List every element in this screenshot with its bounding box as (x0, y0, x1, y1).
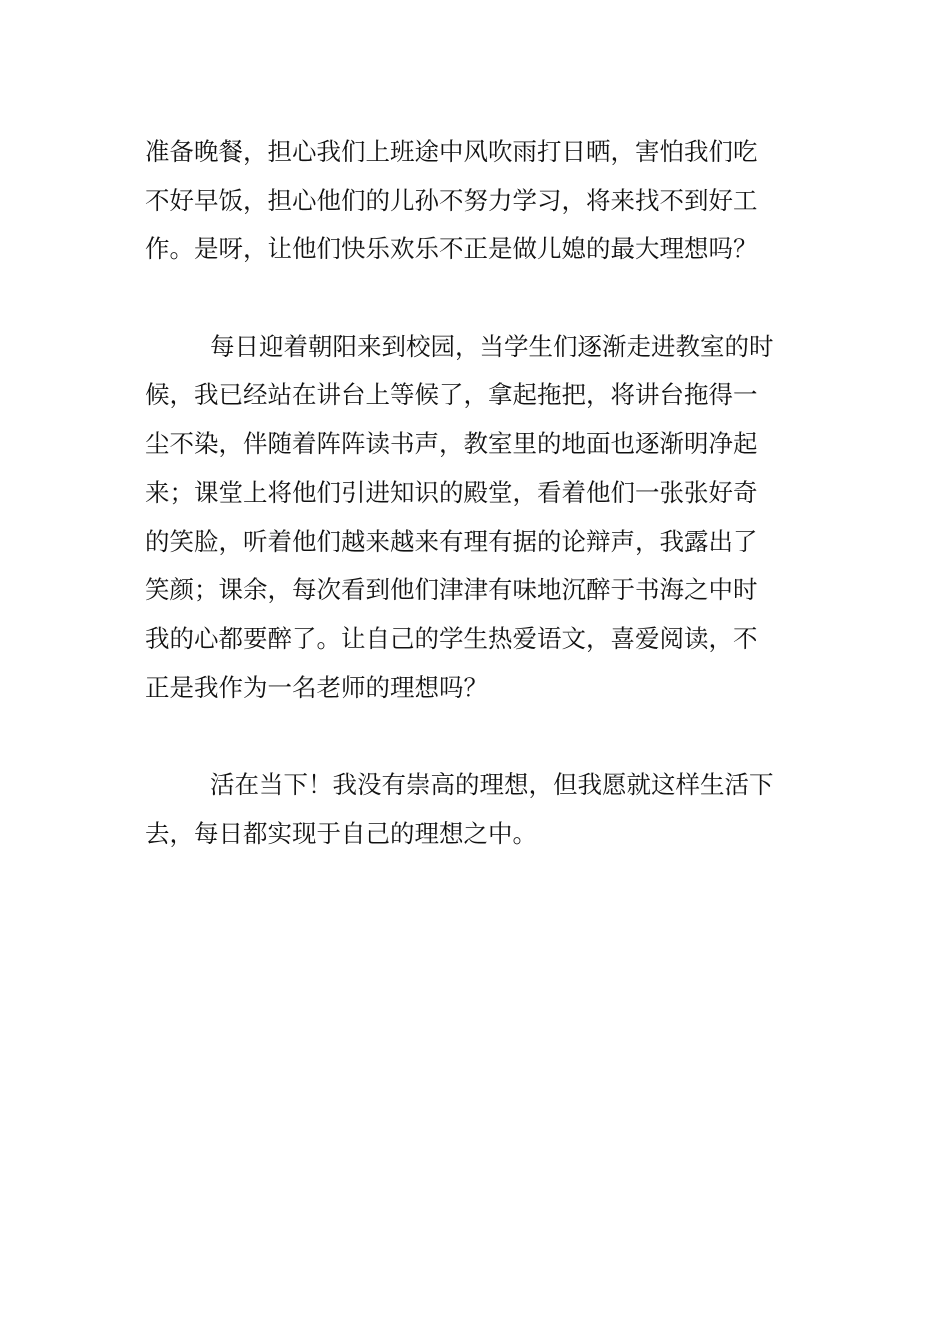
paragraph-spacer (145, 712, 807, 761)
paragraph-school (145, 323, 807, 713)
paragraph-spacer (145, 274, 807, 323)
text-line: 的笑脸，听着他们越来越来有理有据的论辩声，我露出了 (145, 526, 758, 556)
text-line: 来；课堂上将他们引进知识的殿堂，看着他们一张张好奇 (145, 477, 758, 507)
text-line: 不好早饭，担心他们的儿孙不努力学习，将来找不到好工 (145, 185, 758, 215)
text-line: 活在当下！我没有崇高的理想，但我愿就这样生活下 (210, 769, 774, 799)
text-line: 去，每日都实现于自己的理想之中。 (145, 818, 537, 848)
document-body (145, 128, 807, 858)
paragraph-conclusion (145, 761, 807, 858)
paragraph-continued (145, 128, 807, 274)
text-line: 我的心都要醉了。让自己的学生热爱语文，喜爱阅读，不 (145, 623, 758, 653)
text-line: 每日迎着朝阳来到校园，当学生们逐渐走进教室的时 (210, 331, 774, 361)
text-line: 准备晚餐，担心我们上班途中风吹雨打日晒，害怕我们吃 (145, 137, 758, 166)
text-line: 尘不染，伴随着阵阵读书声，教室里的地面也逐渐明净起 (145, 429, 758, 459)
text-line: 笑颜；课余，每次看到他们津津有味地沉醉于书海之中时 (145, 575, 758, 605)
text-line: 作。是呀，让他们快乐欢乐不正是做儿媳的最大理想吗？ (145, 234, 758, 264)
text-line: 正是我作为一名老师的理想吗？ (145, 672, 488, 702)
text-line: 候，我已经站在讲台上等候了，拿起拖把，将讲台拖得一 (145, 380, 758, 410)
